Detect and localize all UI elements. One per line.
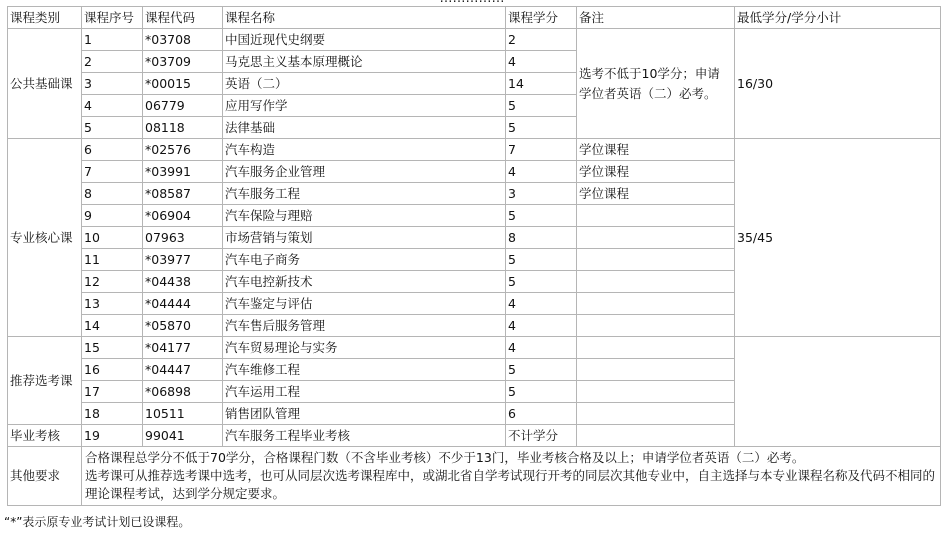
course-code: *02576 [143,139,223,161]
course-code: *04177 [143,337,223,359]
course-name: 汽车构造 [223,139,506,161]
category-public: 公共基础课 [8,29,82,139]
table-row [8,139,941,161]
course-credit: 4 [506,337,577,359]
course-remark [577,205,735,227]
course-credit: 6 [506,403,577,425]
course-credit: 5 [506,249,577,271]
course-name: 市场营销与策划 [223,227,506,249]
course-credit: 7 [506,139,577,161]
course-credit: 5 [506,359,577,381]
course-code: *03709 [143,51,223,73]
header-category: 课程类别 [8,7,82,29]
category-elective: 推荐选考课 [8,337,82,425]
course-remark [577,227,735,249]
course-seq: 5 [82,117,143,139]
course-seq: 11 [82,249,143,271]
course-code: *08587 [143,183,223,205]
remark-public: 选考不低于10学分；申请学位者英语（二）必考。 [577,29,735,139]
course-name: 马克思主义基本原理概论 [223,51,506,73]
course-seq: 15 [82,337,143,359]
course-name: 汽车维修工程 [223,359,506,381]
course-code: *03991 [143,161,223,183]
course-credit: 5 [506,117,577,139]
course-credit: 8 [506,227,577,249]
course-seq: 4 [82,95,143,117]
course-credit: 5 [506,271,577,293]
course-code: 06779 [143,95,223,117]
course-credit: 4 [506,161,577,183]
table-row [8,337,941,359]
course-remark [577,249,735,271]
course-remark: 学位课程 [577,183,735,205]
header-name: 课程名称 [223,7,506,29]
other-requirements-line-1: 合格课程总学分不低于70学分，合格课程门数（不含毕业考核）不少于13门，毕业考核合格及以上；申请学位者英语（二）必考。 [85,450,805,465]
category-core: 专业核心课 [8,139,82,337]
course-remark [577,359,735,381]
course-credit: 14 [506,73,577,95]
course-code: *04447 [143,359,223,381]
course-code: *03977 [143,249,223,271]
other-requirements-row [8,447,941,506]
course-seq: 12 [82,271,143,293]
course-name: 销售团队管理 [223,403,506,425]
course-seq: 19 [82,425,143,447]
header-credit: 课程学分 [506,7,577,29]
course-seq: 13 [82,293,143,315]
course-name: 汽车鉴定与评估 [223,293,506,315]
course-seq: 16 [82,359,143,381]
course-name: 汽车贸易理论与实务 [223,337,506,359]
course-name: 汽车保险与理赔 [223,205,506,227]
table-header-row [8,7,941,29]
course-credit: 2 [506,29,577,51]
course-name: 应用写作学 [223,95,506,117]
course-seq: 2 [82,51,143,73]
header-seq: 课程序号 [82,7,143,29]
min-credit-public: 16/30 [735,29,941,139]
course-code: *03708 [143,29,223,51]
course-credit: 3 [506,183,577,205]
course-credit: 5 [506,95,577,117]
course-code: 99041 [143,425,223,447]
course-code: *04444 [143,293,223,315]
course-code: 07963 [143,227,223,249]
footnote: “*”表示原专业考试计划已设课程。 [4,515,191,529]
course-credit: 5 [506,205,577,227]
table-body [8,7,941,506]
course-name: 汽车服务工程毕业考核 [223,425,506,447]
course-remark [577,271,735,293]
course-name: 中国近现代史纲要 [223,29,506,51]
course-code: *04438 [143,271,223,293]
course-code: *06904 [143,205,223,227]
header-min-credit: 最低学分/学分小计 [735,7,941,29]
course-name: 英语（二） [223,73,506,95]
course-remark [577,381,735,403]
category-grad: 毕业考核 [8,425,82,447]
course-credit: 不计学分 [506,425,577,447]
course-seq: 10 [82,227,143,249]
course-name: 法律基础 [223,117,506,139]
course-seq: 14 [82,315,143,337]
course-remark [577,425,735,447]
course-remark: 学位课程 [577,161,735,183]
course-seq: 8 [82,183,143,205]
course-name: 汽车运用工程 [223,381,506,403]
other-requirements-label: 其他要求 [8,447,82,506]
other-requirements-text [82,447,941,506]
course-seq: 3 [82,73,143,95]
course-plan-table [7,6,941,506]
course-code: *05870 [143,315,223,337]
course-seq: 1 [82,29,143,51]
course-remark [577,337,735,359]
course-seq: 6 [82,139,143,161]
course-seq: 17 [82,381,143,403]
course-remark: 学位课程 [577,139,735,161]
course-name: 汽车电控新技术 [223,271,506,293]
course-name: 汽车售后服务管理 [223,315,506,337]
course-credit: 5 [506,381,577,403]
course-credit: 4 [506,51,577,73]
course-code: 08118 [143,117,223,139]
course-remark [577,293,735,315]
course-credit: 4 [506,315,577,337]
min-credit-core: 35/45 [735,139,941,337]
course-code: *06898 [143,381,223,403]
course-name: 汽车服务工程 [223,183,506,205]
header-remark: 备注 [577,7,735,29]
course-seq: 7 [82,161,143,183]
course-remark [577,315,735,337]
table-row [8,29,941,51]
course-seq: 9 [82,205,143,227]
course-code: *00015 [143,73,223,95]
course-code: 10511 [143,403,223,425]
min-credit-other [735,337,941,447]
course-name: 汽车电子商务 [223,249,506,271]
header-code: 课程代码 [143,7,223,29]
course-credit: 4 [506,293,577,315]
course-name: 汽车服务企业管理 [223,161,506,183]
other-requirements-line-2: 选考课可从推荐选考课中选考，也可从同层次选考课程库中，或湖北省自学考试现行开考的同层次其他专业中，自主选择与本专业课程名称及代码不相同的理论课程考试，达到学分规定要求。 [85,468,936,501]
course-remark [577,403,735,425]
course-seq: 18 [82,403,143,425]
